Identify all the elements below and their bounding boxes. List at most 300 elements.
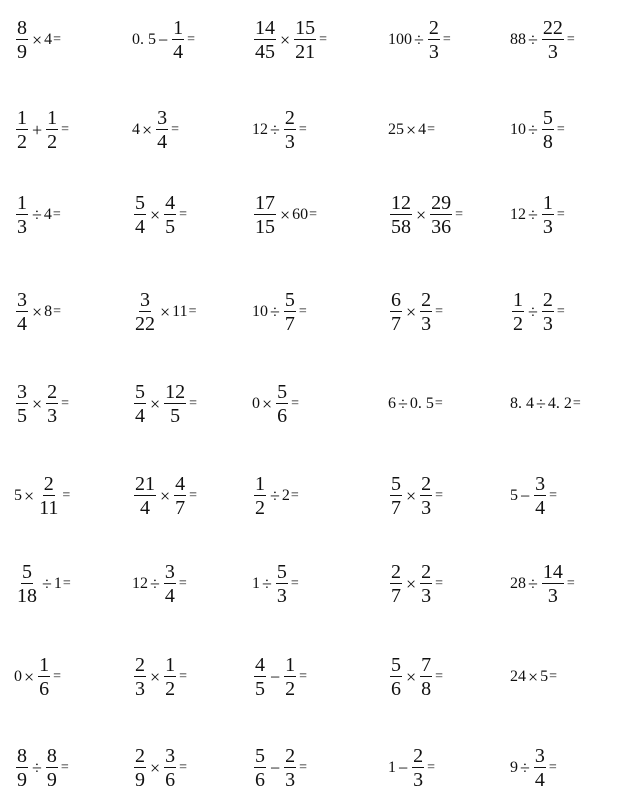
problem <box>252 374 299 434</box>
denominator: 3 <box>547 585 558 607</box>
operator: ÷ <box>398 393 408 414</box>
numerator: 17 <box>255 192 275 214</box>
fraction <box>164 746 176 790</box>
fraction <box>390 562 402 606</box>
operator: × <box>416 204 427 225</box>
problem <box>14 554 71 614</box>
numerator: 1 <box>513 289 523 311</box>
numerator: 5 <box>276 561 287 583</box>
problem <box>510 185 565 245</box>
fraction <box>284 108 296 152</box>
equals-sign: = <box>309 207 318 222</box>
fraction <box>174 474 186 518</box>
numerator: 12 <box>165 381 186 403</box>
denominator: 3 <box>285 769 296 791</box>
denominator: 5 <box>165 216 176 238</box>
problem <box>14 647 61 707</box>
problem <box>252 100 307 160</box>
fraction <box>16 382 28 426</box>
operator: × <box>160 485 171 506</box>
numerator: 3 <box>17 381 27 403</box>
denominator: 3 <box>47 405 58 427</box>
equals-sign: = <box>53 669 62 684</box>
numerator: 2 <box>421 473 432 495</box>
fraction <box>534 474 546 518</box>
number: 1 <box>53 575 62 592</box>
problem <box>388 466 443 526</box>
fraction <box>254 746 266 790</box>
fraction <box>420 655 432 699</box>
fraction <box>390 655 402 699</box>
operator: × <box>150 393 161 414</box>
fraction <box>164 562 176 606</box>
denominator: 15 <box>255 216 275 238</box>
problem <box>14 466 70 526</box>
fraction <box>254 655 266 699</box>
fraction <box>390 193 412 237</box>
operator: ÷ <box>32 757 42 778</box>
problem <box>388 185 463 245</box>
equals-sign: = <box>434 396 443 411</box>
problem <box>388 647 443 707</box>
numerator: 2 <box>284 107 295 129</box>
fraction <box>134 193 146 237</box>
equals-sign: = <box>52 207 61 222</box>
number: 100 <box>388 31 412 48</box>
problem <box>510 738 557 798</box>
equals-sign: = <box>178 576 187 591</box>
denominator: 58 <box>391 216 411 238</box>
denominator: 3 <box>421 585 432 607</box>
operator: × <box>160 301 171 322</box>
equals-sign: = <box>556 122 565 137</box>
number: 5 <box>510 487 518 504</box>
numerator: 3 <box>534 745 545 767</box>
denominator: 7 <box>391 497 401 519</box>
numerator: 5 <box>22 561 32 583</box>
numerator: 1 <box>39 654 50 676</box>
numerator: 2 <box>542 289 553 311</box>
numerator: 6 <box>391 289 401 311</box>
operator: − <box>520 485 531 506</box>
problem <box>132 282 196 342</box>
operator: ÷ <box>414 29 424 50</box>
number: 10 <box>510 121 526 138</box>
number: 12 <box>252 121 268 138</box>
operator: × <box>406 573 417 594</box>
fraction <box>276 562 288 606</box>
problem <box>252 282 307 342</box>
operator: ÷ <box>270 119 280 140</box>
denominator: 4 <box>535 497 546 519</box>
operator: ÷ <box>528 29 538 50</box>
numerator: 4 <box>255 654 265 676</box>
fraction <box>134 382 146 426</box>
number: 4. 2 <box>547 395 572 412</box>
denominator: 4 <box>164 585 175 607</box>
numerator: 14 <box>255 17 275 39</box>
problem <box>132 466 197 526</box>
problem <box>252 466 299 526</box>
number: 12 <box>132 575 148 592</box>
denominator: 45 <box>255 41 275 63</box>
numerator: 2 <box>391 561 401 583</box>
operator: ÷ <box>32 204 42 225</box>
numerator: 2 <box>135 654 145 676</box>
fraction <box>284 655 296 699</box>
numerator: 1 <box>17 192 27 214</box>
problem <box>252 738 307 798</box>
problem <box>510 100 565 160</box>
equals-sign: = <box>187 32 196 47</box>
fraction <box>542 18 564 62</box>
number: 10 <box>252 303 268 320</box>
number: 4 <box>132 121 140 138</box>
numerator: 2 <box>135 745 145 767</box>
fraction <box>16 290 28 334</box>
operator: × <box>280 29 291 50</box>
numerator: 5 <box>277 381 288 403</box>
numerator: 3 <box>535 473 546 495</box>
operator: ÷ <box>262 573 272 594</box>
problem-row <box>0 554 629 614</box>
operator: × <box>262 393 273 414</box>
equals-sign: = <box>62 488 71 503</box>
operator: ÷ <box>536 393 546 414</box>
fraction <box>430 193 452 237</box>
problem <box>252 185 317 245</box>
operator: × <box>406 485 417 506</box>
equals-sign: = <box>556 304 565 319</box>
fraction <box>254 474 266 518</box>
equals-sign: = <box>179 207 188 222</box>
fraction <box>134 290 156 334</box>
operator: − <box>158 29 169 50</box>
operator: × <box>142 119 153 140</box>
equals-sign: = <box>290 576 299 591</box>
denominator: 3 <box>547 41 558 63</box>
equals-sign: = <box>61 396 70 411</box>
operator: ÷ <box>520 757 530 778</box>
fraction <box>164 655 176 699</box>
denominator: 4 <box>157 131 168 153</box>
operator: ÷ <box>150 573 160 594</box>
number: 2 <box>281 487 290 504</box>
problem <box>132 185 187 245</box>
number: 9 <box>510 759 518 776</box>
problem <box>132 738 187 798</box>
problem <box>388 100 435 160</box>
fraction <box>46 108 58 152</box>
equals-sign: = <box>572 396 581 411</box>
number: 8 <box>44 303 53 320</box>
equals-sign: = <box>435 304 444 319</box>
number: 0 <box>252 395 260 412</box>
denominator: 4 <box>135 216 145 238</box>
fraction <box>428 18 440 62</box>
denominator: 2 <box>255 497 265 519</box>
equals-sign: = <box>290 488 299 503</box>
denominator: 2 <box>47 131 58 153</box>
fraction <box>420 562 432 606</box>
denominator: 3 <box>542 216 553 238</box>
equals-sign: = <box>298 304 307 319</box>
number: 12 <box>510 206 526 223</box>
operator: × <box>24 485 35 506</box>
operator: × <box>406 119 417 140</box>
numerator: 3 <box>17 289 27 311</box>
denominator: 3 <box>135 678 145 700</box>
operator: × <box>32 29 43 50</box>
numerator: 1 <box>47 107 58 129</box>
operator: × <box>406 666 417 687</box>
fraction <box>412 746 424 790</box>
operator: × <box>528 666 539 687</box>
denominator: 3 <box>284 131 295 153</box>
fraction <box>16 18 28 62</box>
denominator: 4 <box>534 769 545 791</box>
numerator: 8 <box>17 17 27 39</box>
denominator: 8 <box>542 131 553 153</box>
numerator: 3 <box>164 561 175 583</box>
equals-sign: = <box>61 122 70 137</box>
operator: ÷ <box>528 301 538 322</box>
fraction <box>542 108 554 152</box>
fraction <box>284 746 296 790</box>
fraction <box>156 108 168 152</box>
problem <box>14 100 69 160</box>
numerator: 12 <box>391 192 411 214</box>
number: 60 <box>292 206 309 223</box>
problem-row <box>0 738 629 798</box>
equals-sign: = <box>298 122 307 137</box>
denominator: 5 <box>255 678 265 700</box>
denominator: 22 <box>135 313 155 335</box>
denominator: 4 <box>17 313 27 335</box>
fraction <box>420 474 432 518</box>
fraction <box>254 18 276 62</box>
number: 0. 5 <box>409 395 434 412</box>
numerator: 5 <box>135 381 145 403</box>
numerator: 2 <box>428 17 439 39</box>
numerator: 3 <box>157 107 168 129</box>
fraction <box>38 655 50 699</box>
denominator: 6 <box>255 769 265 791</box>
number: 25 <box>388 121 404 138</box>
fraction <box>134 655 146 699</box>
operator: − <box>270 666 281 687</box>
equals-sign: = <box>62 576 71 591</box>
fraction <box>254 193 276 237</box>
denominator: 2 <box>513 313 523 335</box>
denominator: 11 <box>39 497 59 519</box>
denominator: 6 <box>39 678 50 700</box>
operator: × <box>280 204 291 225</box>
problem <box>510 647 557 707</box>
problem-row <box>0 185 629 245</box>
numerator: 1 <box>173 17 184 39</box>
operator: × <box>24 666 35 687</box>
operator: ÷ <box>270 301 280 322</box>
problem-row <box>0 374 629 434</box>
problem <box>14 738 69 798</box>
fraction <box>284 290 296 334</box>
numerator: 3 <box>165 745 176 767</box>
problem <box>388 374 443 434</box>
equals-sign: = <box>549 488 558 503</box>
problem-row <box>0 282 629 342</box>
numerator: 22 <box>542 17 563 39</box>
operator: − <box>270 757 281 778</box>
numerator: 7 <box>421 654 432 676</box>
problem <box>132 647 187 707</box>
problem <box>388 738 435 798</box>
fraction <box>46 382 58 426</box>
numerator: 8 <box>46 745 57 767</box>
number: 24 <box>510 668 526 685</box>
numerator: 5 <box>542 107 553 129</box>
fraction <box>294 18 316 62</box>
problem <box>388 10 451 70</box>
numerator: 21 <box>135 473 155 495</box>
numerator: 1 <box>17 107 27 129</box>
number: 4 <box>44 31 53 48</box>
numerator: 1 <box>285 654 296 676</box>
fraction <box>542 562 564 606</box>
denominator: 36 <box>431 216 452 238</box>
equals-sign: = <box>319 32 328 47</box>
operator: × <box>150 666 161 687</box>
denominator: 6 <box>165 769 176 791</box>
equals-sign: = <box>427 760 436 775</box>
numerator: 5 <box>391 473 401 495</box>
denominator: 9 <box>17 41 27 63</box>
fraction <box>16 108 28 152</box>
numerator: 5 <box>135 192 145 214</box>
numerator: 2 <box>285 745 296 767</box>
problem <box>510 10 575 70</box>
fraction <box>420 290 432 334</box>
denominator: 7 <box>284 313 295 335</box>
operator: ÷ <box>528 119 538 140</box>
number: 11 <box>172 303 188 320</box>
fraction <box>164 382 186 426</box>
numerator: 5 <box>255 745 265 767</box>
denominator: 9 <box>17 769 27 791</box>
equals-sign: = <box>299 760 308 775</box>
fraction <box>542 193 554 237</box>
problem <box>388 282 443 342</box>
fraction <box>172 18 184 62</box>
denominator: 7 <box>391 313 401 335</box>
problem <box>14 282 61 342</box>
problem <box>252 554 299 614</box>
denominator: 3 <box>421 497 432 519</box>
fraction <box>512 290 524 334</box>
denominator: 6 <box>391 678 401 700</box>
denominator: 7 <box>175 497 186 519</box>
problem <box>132 374 197 434</box>
fraction <box>46 746 58 790</box>
equals-sign: = <box>548 760 557 775</box>
equals-sign: = <box>435 488 444 503</box>
problem <box>14 374 69 434</box>
problem-row <box>0 10 629 70</box>
number: 1 <box>388 759 396 776</box>
denominator: 4 <box>140 497 150 519</box>
fraction <box>390 290 402 334</box>
problem <box>510 554 575 614</box>
equals-sign: = <box>442 32 451 47</box>
numerator: 5 <box>391 654 401 676</box>
equals-sign: = <box>179 760 188 775</box>
number: 0 <box>14 668 22 685</box>
numerator: 15 <box>295 17 316 39</box>
denominator: 2 <box>165 678 176 700</box>
problem <box>252 647 307 707</box>
number: 28 <box>510 575 526 592</box>
problem <box>510 282 565 342</box>
equals-sign: = <box>179 669 188 684</box>
numerator: 29 <box>431 192 452 214</box>
denominator: 2 <box>285 678 296 700</box>
denominator: 3 <box>413 769 424 791</box>
denominator: 21 <box>295 41 316 63</box>
numerator: 3 <box>140 289 150 311</box>
number: 5 <box>14 487 22 504</box>
operator: × <box>406 301 417 322</box>
number: 1 <box>252 575 260 592</box>
number: 8. 4 <box>510 395 534 412</box>
problem-row <box>0 100 629 160</box>
problem <box>510 374 581 434</box>
denominator: 3 <box>428 41 439 63</box>
fraction <box>534 746 546 790</box>
problem <box>132 100 179 160</box>
number: 4 <box>43 206 52 223</box>
problem <box>252 10 327 70</box>
fraction <box>16 746 28 790</box>
denominator: 3 <box>542 313 553 335</box>
denominator: 4 <box>135 405 145 427</box>
fraction <box>16 193 28 237</box>
problem <box>388 554 443 614</box>
problem-row <box>0 466 629 526</box>
operator: × <box>32 301 43 322</box>
numerator: 4 <box>175 473 186 495</box>
numerator: 14 <box>542 561 563 583</box>
denominator: 6 <box>277 405 288 427</box>
number: 6 <box>388 395 396 412</box>
problem <box>510 466 557 526</box>
numerator: 2 <box>47 381 58 403</box>
numerator: 2 <box>43 473 54 495</box>
equals-sign: = <box>189 488 198 503</box>
problem <box>14 10 61 70</box>
denominator: 5 <box>17 405 27 427</box>
equals-sign: = <box>435 576 444 591</box>
problem <box>132 554 187 614</box>
fraction <box>134 474 156 518</box>
denominator: 8 <box>421 678 432 700</box>
numerator: 2 <box>413 745 424 767</box>
fraction <box>134 746 146 790</box>
operator: ÷ <box>528 204 538 225</box>
denominator: 5 <box>170 405 181 427</box>
denominator: 9 <box>135 769 145 791</box>
operator: − <box>398 757 409 778</box>
fraction <box>16 562 38 606</box>
